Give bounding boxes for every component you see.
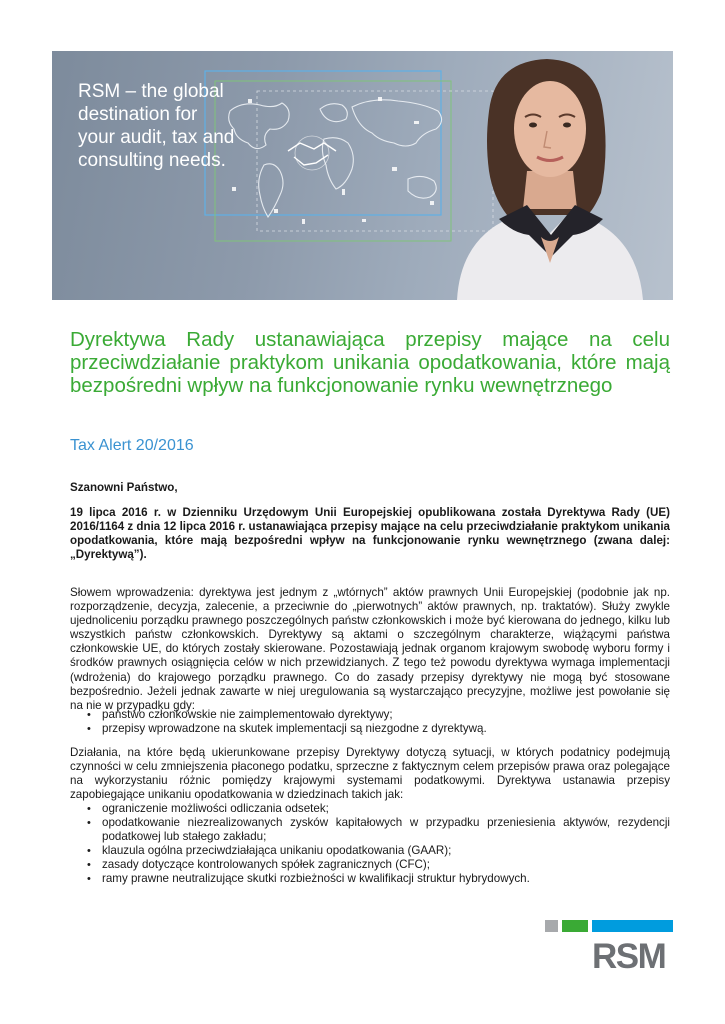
list-item bbox=[70, 858, 670, 872]
list-item-text: państwo członkowskie nie zaimplementowało dyrektywy; bbox=[102, 708, 393, 721]
list-item bbox=[70, 816, 670, 844]
bullet-icon: • bbox=[87, 859, 91, 872]
hero-banner bbox=[52, 51, 673, 300]
bullet-icon: • bbox=[87, 873, 91, 886]
list-item-text: ramy prawne neutralizujące skutki rozbieżności w kwalifikacji struktur hybrydowych. bbox=[102, 872, 530, 886]
list-item bbox=[70, 722, 670, 736]
businesswoman-photo bbox=[437, 51, 673, 300]
bullet-icon: • bbox=[87, 803, 91, 815]
banner-tagline: RSM – the global destination for your audit, tax and consulting needs. bbox=[78, 81, 235, 171]
rsm-logo bbox=[545, 920, 673, 976]
list-item-text: zasady dotyczące kontrolowanych spółek zagranicznych (CFC); bbox=[102, 858, 430, 872]
bullet-icon: • bbox=[87, 817, 91, 830]
list-item bbox=[70, 872, 670, 886]
conditions-list bbox=[70, 708, 670, 736]
bullet-icon: • bbox=[87, 845, 91, 858]
logo-bar-blue bbox=[592, 920, 673, 932]
bullet-icon: • bbox=[87, 709, 91, 721]
list-item bbox=[70, 802, 670, 816]
document-subtitle: Tax Alert 20/2016 bbox=[70, 437, 194, 454]
list-item bbox=[70, 708, 670, 722]
list-item bbox=[70, 844, 670, 858]
list-item-text: przepisy wprowadzone na skutek implementacji są niezgodne z dyrektywą. bbox=[102, 722, 487, 736]
areas-list bbox=[70, 802, 670, 887]
intro-paragraph: 19 lipca 2016 r. w Dzienniku Urzędowym Unii Europejskiej opublikowana została Dyrektywa Rady (UE) 2016/1164 z dnia 12 lipca 2016 r. ustanawiająca przepisy mające na celu przeciwdziałanie praktykom unikania opodatkowania, które mają bezpośredni wpływ na funkcjonowanie rynku wewnętrznego (zwana dalej: „Dyrektywą”). bbox=[70, 506, 670, 562]
greeting: Szanowni Państwo, bbox=[70, 481, 178, 494]
list-item-text: ograniczenie możliwości odliczania odsetek; bbox=[102, 802, 329, 815]
document-title: Dyrektywa Rady ustanawiająca przepisy mające na celu przeciwdziałanie praktykom unikania opodatkowania, które mają bezpośredni wpływ na funkcjonowanie rynku wewnętrznego bbox=[70, 328, 670, 397]
list-item-text: opodatkowanie niezrealizowanych zysków kapitałowych w przypadku przeniesienia aktywów, rezydencji podatkowej lub stałego zakładu; bbox=[102, 816, 670, 844]
body-paragraph-1: Słowem wprowadzenia: dyrektywa jest jednym z „wtórnych” aktów prawnych Unii Europejskiej (podobnie jak np. rozporządzenie, decyzja, zalecenie, a przeciwnie do „pierwotnych” aktów prawnych, np. traktatów). Służy zwykle ujednoliceniu porządku prawnego poszczególnych państw członkowskich i może być kierowana do jednego, kilku lub wszystkich państw członkowskich. Dyrektywy są aktami o szczególnym charakterze, wiążącymi państwa członkowskie UE, do których zostały skierowane. Pozostawiają jednak organom krajowym swobodę wyboru formy i środków prawnych osiągnięcia celów w nich przewidzianych. Z tego też powodu dyrektywa wymaga implementacji (wdrożenia) do krajowego porządku prawnego. Co do zasady przepisy dyrektywy nie mogą być stosowane bezpośrednio. Jeżeli jednak zawarte w niej uregulowania są wystarczająco precyzyjne, możliwe jest powołanie się na nie w przypadku gdy: bbox=[70, 586, 670, 712]
body-paragraph-2: Działania, na które będą ukierunkowane przepisy Dyrektywy dotyczą sytuacji, w których podatnicy podejmują czynności w celu zmniejszenia płaconego podatku, sprzeczne z faktycznym celem przepisów prawa oraz polegające na wykorzystaniu różnic pomiędzy krajowymi systemami podatkowymi. Dyrektywa ustanawia przepisy zapobiegające unikaniu opodatkowania w dziedzinach takich jak: bbox=[70, 746, 670, 802]
logo-text: RSM bbox=[592, 937, 666, 976]
logo-bar-green bbox=[562, 920, 588, 932]
logo-bar-grey bbox=[545, 920, 558, 932]
list-item-text: klauzula ogólna przeciwdziałająca unikaniu opodatkowania (GAAR); bbox=[102, 844, 452, 858]
bullet-icon: • bbox=[87, 723, 91, 736]
